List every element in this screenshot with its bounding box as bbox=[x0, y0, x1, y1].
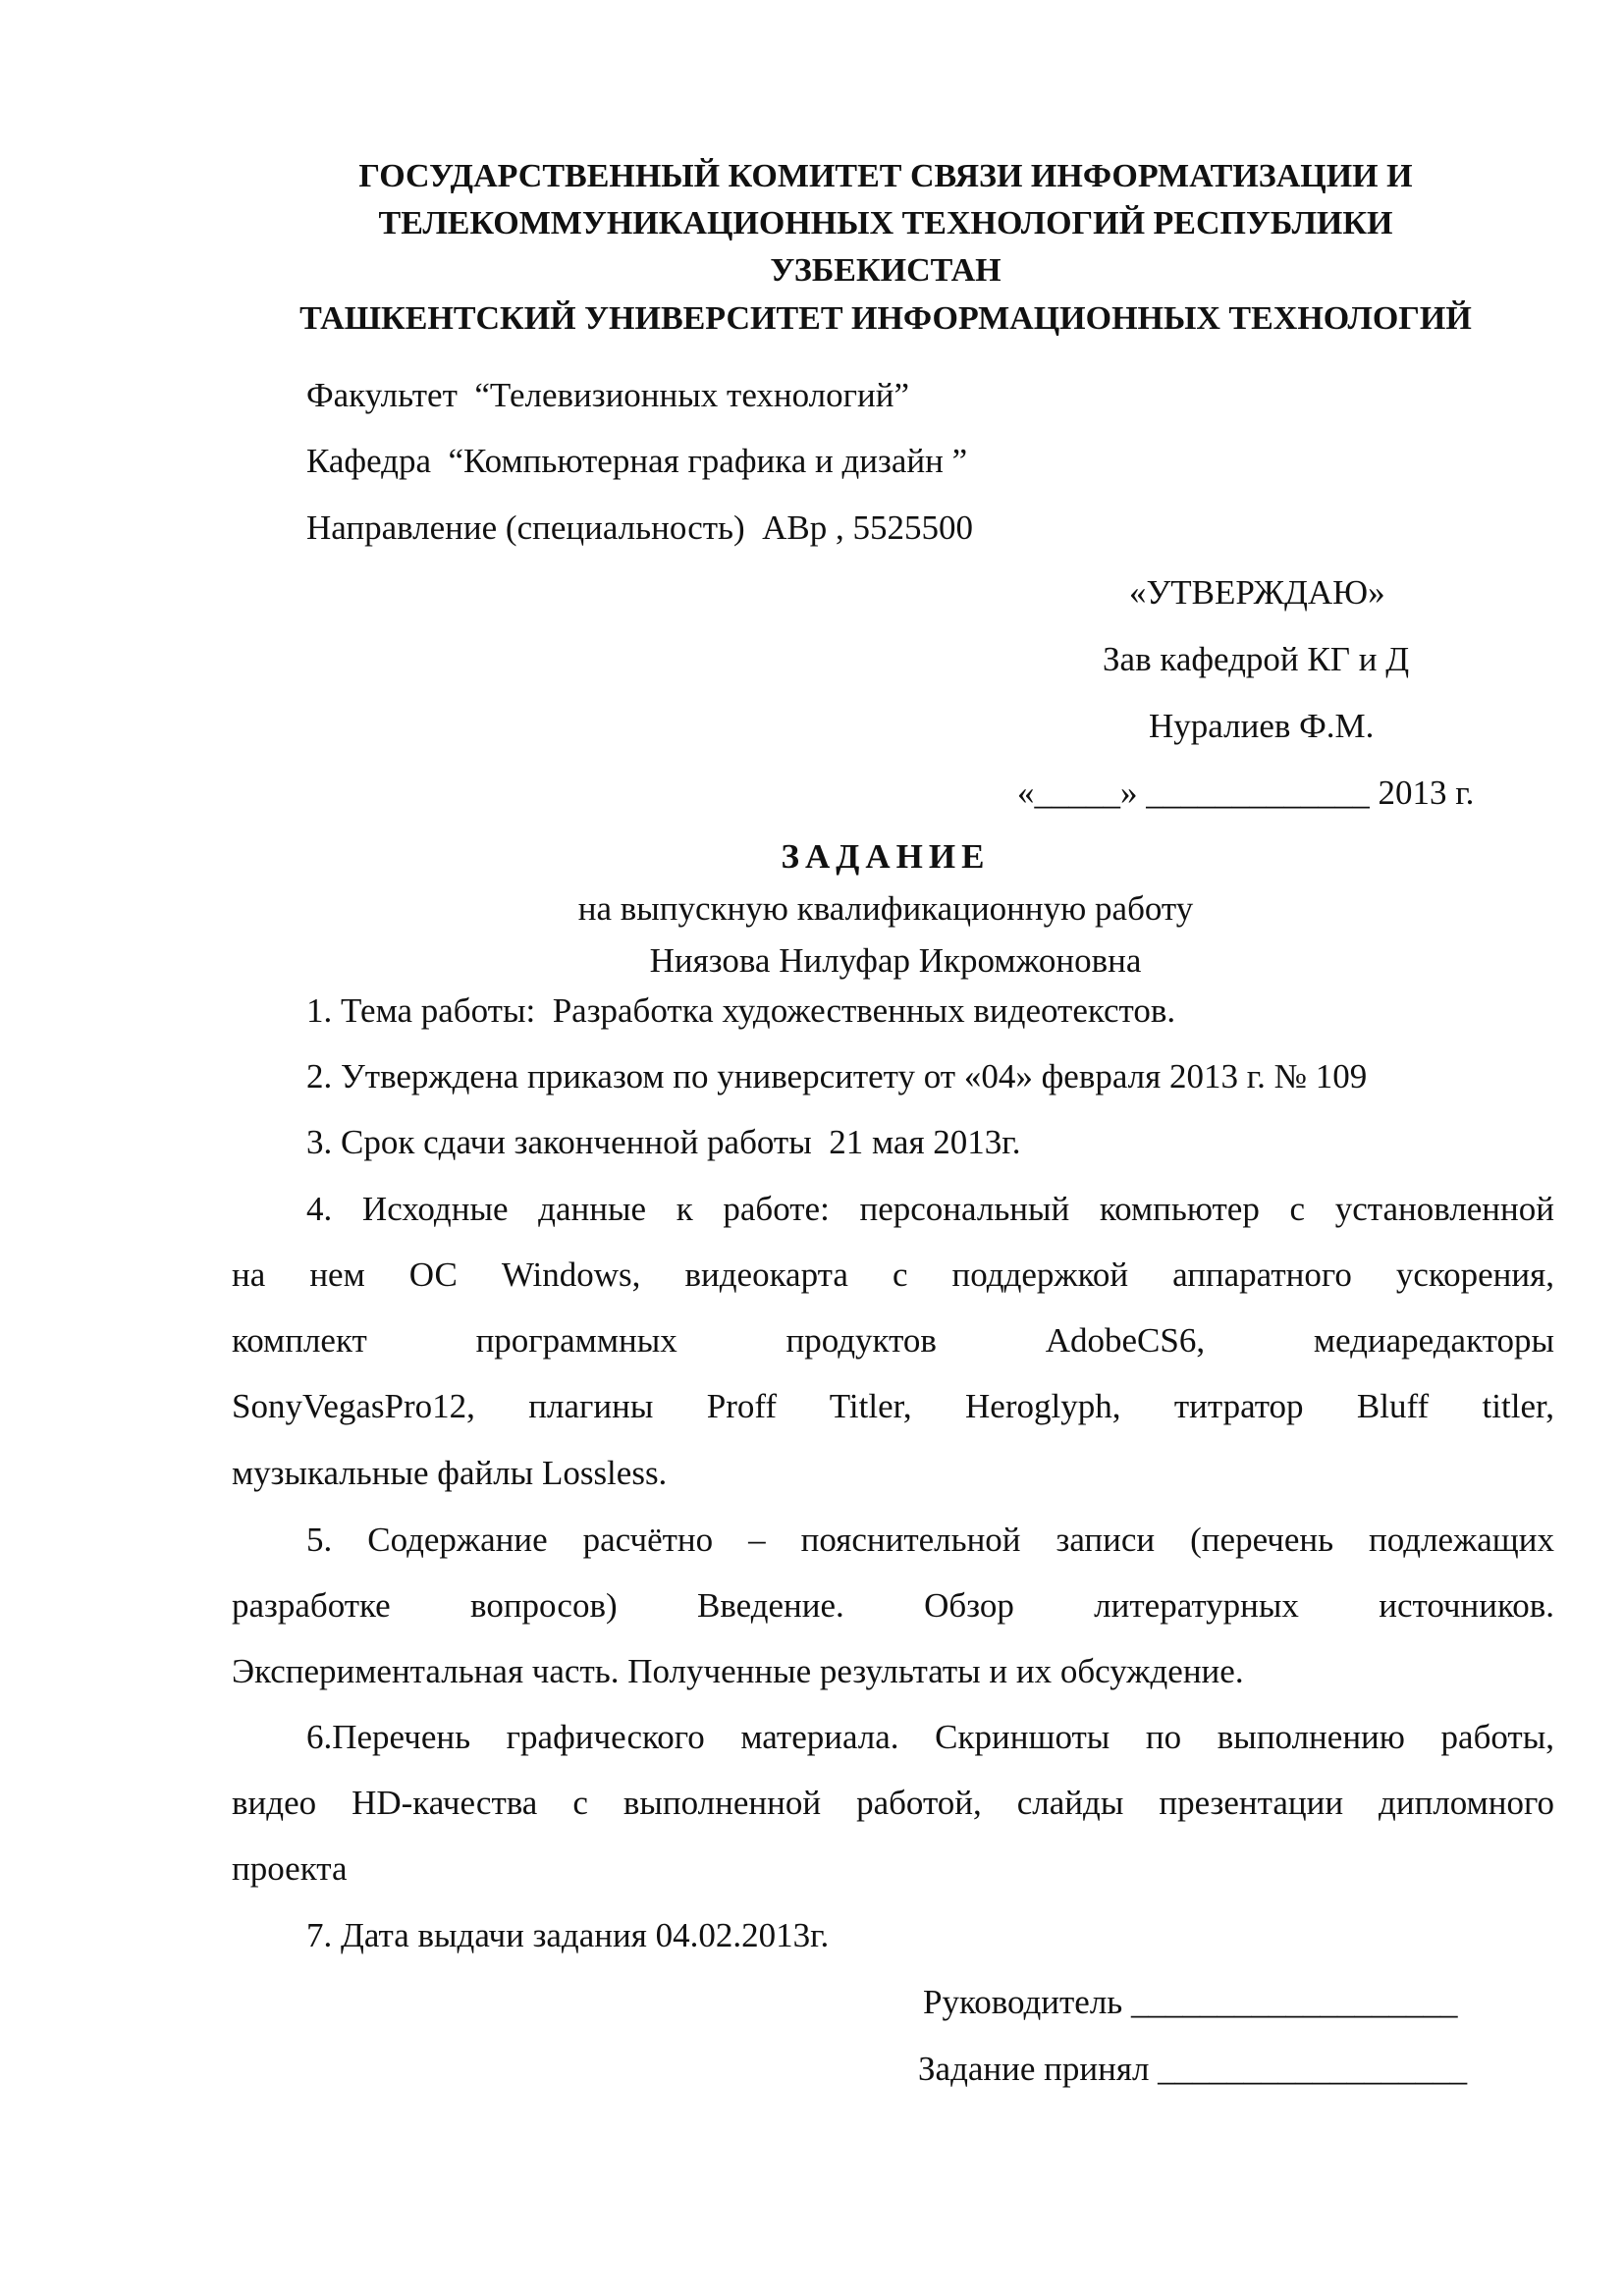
assignment-subtitle: на выпускную квалификационную работу bbox=[577, 889, 1194, 928]
accepted-signature: Задание принял __________________ bbox=[918, 2050, 1468, 2088]
header-line-4: ТАШКЕНТСКИЙ УНИВЕРСИТЕТ ИНФОРМАЦИОННЫХ ТЕХНОЛОГИЙ bbox=[299, 300, 1472, 337]
assignment-title: ЗАДАНИЕ bbox=[781, 837, 991, 876]
item-6-line-1: 6.Перечень графического материала. Скриншоты по выполнению работы, bbox=[306, 1718, 1554, 1756]
faculty-line: Факультет “Телевизионных технологий” bbox=[306, 376, 909, 414]
item-4-line-3: комплект программных продуктов AdobeCS6, медиаредакторы bbox=[232, 1321, 1554, 1360]
header-line-2: ТЕЛЕКОММУНИКАЦИОННЫХ ТЕХНОЛОГИЙ РЕСПУБЛИКИ bbox=[378, 205, 1393, 241]
header-line-1: ГОСУДАРСТВЕННЫЙ КОМИТЕТ СВЯЗИ ИНФОРМАТИЗАЦИИ И bbox=[358, 158, 1413, 194]
header-line-3: УЗБЕКИСТАН bbox=[770, 252, 1001, 289]
department-line: Кафедра “Компьютерная графика и дизайн ” bbox=[306, 442, 968, 480]
item-4-line-5: музыкальные файлы Lossless. bbox=[232, 1454, 668, 1492]
item-4-line-1: 4. Исходные данные к работе: персональный компьютер с установленной bbox=[306, 1190, 1554, 1228]
item-3: 3. Срок сдачи законченной работы 21 мая 2013г. bbox=[306, 1123, 1021, 1161]
item-1: 1. Тема работы: Разработка художественных видеотекстов. bbox=[306, 991, 1176, 1030]
item-6-line-3: проекта bbox=[232, 1849, 348, 1888]
approval-date: «_____» _____________ 2013 г. bbox=[1017, 774, 1475, 812]
item-5-line-2: разработке вопросов) Введение. Обзор литературных источников. bbox=[232, 1586, 1554, 1625]
student-name: Ниязова Нилуфар Икромжоновна bbox=[649, 941, 1142, 980]
item-6-line-2: видео HD-качества с выполненной работой, слайды презентации дипломного bbox=[232, 1784, 1554, 1822]
item-5-line-3: Экспериментальная часть. Полученные результаты и их обсуждение. bbox=[232, 1652, 1244, 1690]
approval-head: Зав кафедрой КГ и Д bbox=[1103, 640, 1410, 678]
item-4-line-2: на нем ОС Windows, видеокарта с поддержкой аппаратного ускорения, bbox=[232, 1255, 1554, 1294]
item-2: 2. Утверждена приказом по университету от «04» февраля 2013 г. № 109 bbox=[306, 1057, 1368, 1095]
item-4-line-4: SonyVegasPro12, плагины Proff Titler, Heroglyph, титратор Bluff titler, bbox=[232, 1387, 1554, 1425]
approval-stamp: «УТВЕРЖДАЮ» bbox=[1129, 573, 1385, 612]
item-7: 7. Дата выдачи задания 04.02.2013г. bbox=[306, 1916, 830, 1954]
supervisor-signature: Руководитель ___________________ bbox=[923, 1983, 1458, 2021]
specialty-line: Направление (специальность) АВр , 5525500 bbox=[306, 508, 974, 547]
item-5-line-1: 5. Содержание расчётно – пояснительной записи (перечень подлежащих bbox=[306, 1521, 1554, 1559]
approval-name: Нуралиев Ф.М. bbox=[1149, 707, 1375, 745]
